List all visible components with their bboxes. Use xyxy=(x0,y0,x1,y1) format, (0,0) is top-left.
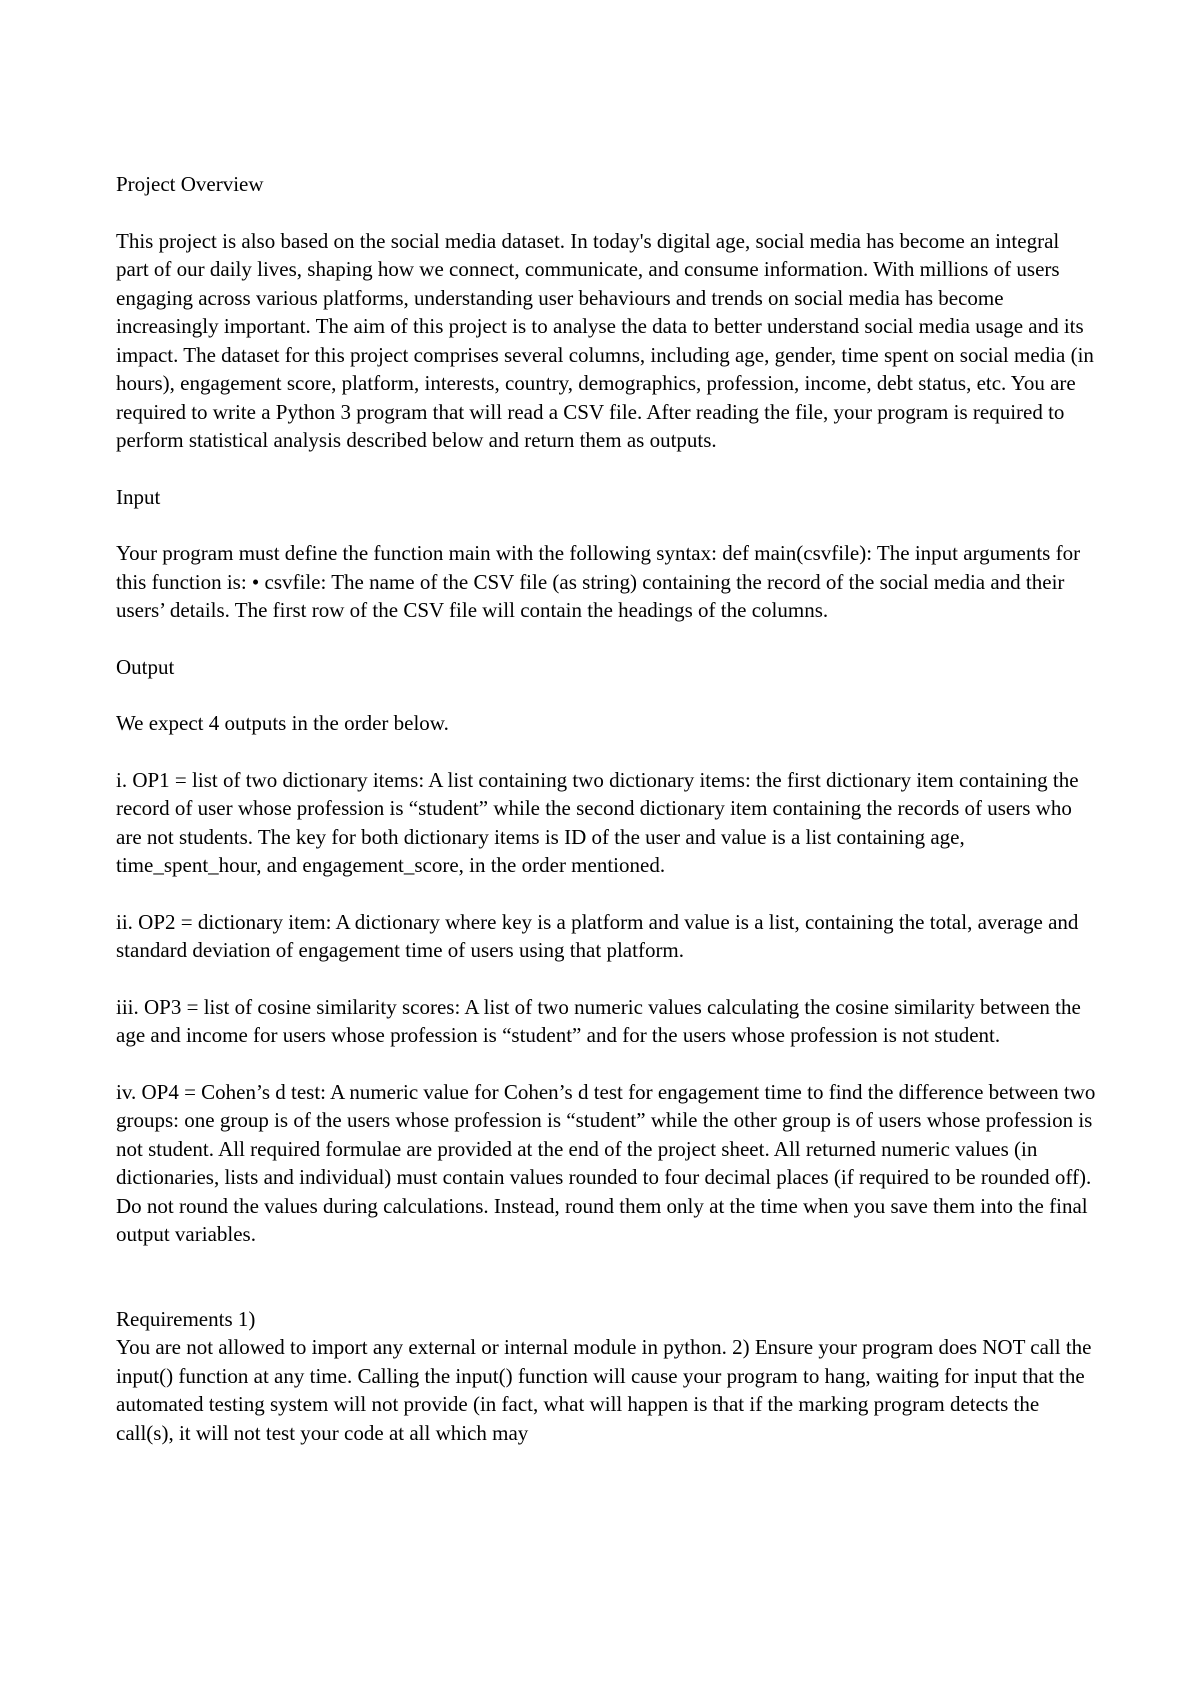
project-overview-heading: Project Overview xyxy=(116,172,264,196)
output-intro: We expect 4 outputs in the order below. xyxy=(116,711,449,735)
input-heading: Input xyxy=(116,484,161,509)
project-overview-paragraph: This project is also based on the social media dataset. In today's digital age, social media has become an integral part of our daily lives, shaping how we connect, communicate, and consume information. With millions of users engaging across various platforms, understanding user behaviours and trends on social media has become increasingly important. The aim of this project is to analyse the data to better understand social media usage and its impact. The dataset for this project comprises several columns, including age, gender, time spent on social media (in hours), engagement score, platform, interests, country, demographics, profession, income, debt status, etc. You are required to write a Python 3 program that will read a CSV file. After reading the file, your program is required to perform statistical analysis described below and return them as outputs. xyxy=(116,228,1094,452)
requirements-paragraph: You are not allowed to import any external or internal module in python. 2) Ensure your program does NOT call the input() function at any time. Calling the input() function will cause your program to hang, waiting for input that the automated testing system will not provide (in fact, what will happen is that if the marking program detects the call(s), it will not test your code at all which may xyxy=(116,1335,1092,1445)
requirements-heading: Requirements 1) xyxy=(116,1306,256,1331)
output-heading: Output xyxy=(116,654,175,679)
output-op2: ii. OP2 = dictionary item: A dictionary where key is a platform and value is a list, containing the total, average and standard deviation of engagement time of users using that platform. xyxy=(116,909,1079,962)
input-paragraph: Your program must define the function main with the following syntax: def main(csvfile): The input arguments for this function is: • csvfile: The name of the CSV file (as string) containing the record of the social media and their users’ details. The first row of the CSV file will contain the headings of the columns. xyxy=(116,541,1081,622)
output-op1: i. OP1 = list of two dictionary items: A list containing two dictionary items: the first dictionary item containing the record of user whose profession is “student” while the second dictionary item containing the records of users who are not students. The key for both dictionary items is ID of the user and value is a list containing age, time_spent_hour, and engagement_score, in the order mentioned. xyxy=(116,767,1079,877)
document-body xyxy=(116,170,1096,1447)
output-op4: iv. OP4 = Cohen’s d test: A numeric value for Cohen’s d test for engagement time to find the difference between two groups: one group is of the users whose profession is “student” while the other group is of users whose profession is not student. All required formulae are provided at the end of the project sheet. All returned numeric values (in dictionaries, lists and individual) must contain values rounded to four decimal places (if required to be rounded off). Do not round the values during calculations. Instead, round them only at the time when you save them into the final output variables. xyxy=(116,1079,1096,1246)
output-op3: iii. OP3 = list of cosine similarity scores: A list of two numeric values calculating the cosine similarity between the age and income for users whose profession is “student” and for the users whose profession is not student. xyxy=(116,994,1081,1047)
